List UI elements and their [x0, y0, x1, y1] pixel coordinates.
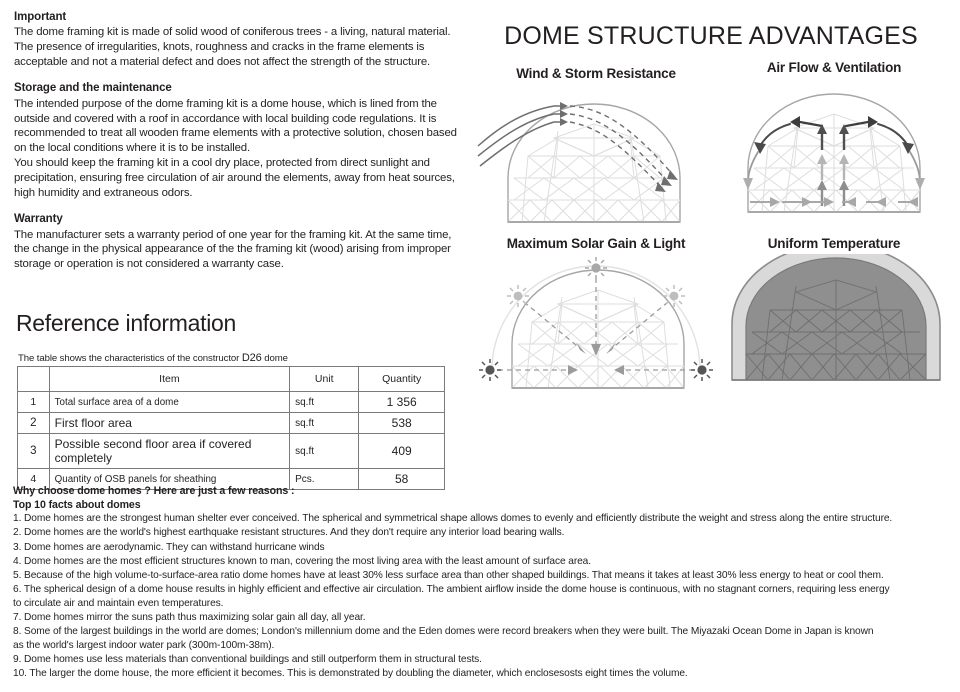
section-heading: Warranty	[14, 213, 63, 226]
facts-headline-primary: Why choose dome homes ? Here are just a few reasons :	[13, 485, 295, 497]
sun-icon-noon	[585, 257, 607, 279]
quadrant-title: Maximum Solar Gain & Light	[506, 236, 686, 251]
sun-icon-west	[691, 359, 713, 381]
table-row	[18, 392, 445, 413]
cell-unit: sq.ft	[290, 392, 359, 413]
table-header-unit: Unit	[290, 367, 359, 392]
fact-line: 3. Dome homes are aerodynamic. They can withstand hurricane winds	[13, 541, 325, 553]
table-header-item: Item	[49, 367, 289, 392]
sun-icon-afternoon	[663, 285, 685, 307]
fact-line: 8. Some of the largest buildings in the world are domes; London's millennium dome and the Eden domes were record breakers when they were built. The Miyazaki Ocean Dome in Japan is known	[13, 626, 874, 637]
cell-item: Total surface area of a dome	[49, 392, 289, 413]
fact-line: 1. Dome homes are the strongest human shelter ever conceived. The spherical and symmetrical shape allows domes to evenly and efficiently distribute the weight and stress along the entire structure.	[13, 513, 893, 525]
wind-arrowheads	[560, 102, 568, 126]
facts-block	[13, 484, 953, 681]
fact-line: 6. The spherical design of a dome house results in highly efficient and effective air circulation. The ambient airflow inside the dome house is continuous, with no stagnant corners, requiring less energy	[13, 583, 890, 595]
sun-icon-east	[479, 359, 501, 381]
fact-line: 5. Because of the high volume-to-surface-area ratio dome homes have at least 30% less surface area than other shaped buildings. That means it takes at least 30% less energy to heat or cool them.	[13, 569, 884, 581]
fact-line: 9. Dome homes use less materials than conventional buildings and still outperform them in structural tests.	[13, 654, 482, 666]
cell-unit: Pcs.	[290, 469, 359, 490]
table-row	[18, 434, 445, 469]
section-storage	[14, 81, 466, 201]
wind-storm-diagram	[476, 84, 716, 226]
cell-index: 4	[18, 469, 50, 490]
table-caption-suffix: dome	[264, 353, 288, 364]
table-caption	[18, 352, 288, 364]
cell-item: Possible second floor area if covered completely	[49, 434, 289, 469]
fact-line: 4. Dome homes are the most efficient structures known to man, covering the most living area with the least amount of surface area.	[13, 555, 591, 567]
uniform-temperature-diagram	[714, 254, 954, 396]
cell-index: 2	[18, 413, 50, 434]
fact-line: to circulate air and maintain even temperatures.	[13, 597, 224, 609]
fact-line: 7. Dome homes mirror the suns path thus maximizing solar gain all day, all year.	[13, 611, 366, 623]
reference-information-title: Reference information	[16, 310, 236, 336]
cell-index: 1	[18, 392, 50, 413]
quadrant-wind-storm-resistance	[476, 66, 716, 226]
table-caption-model: D26	[241, 352, 262, 364]
left-text-column	[14, 10, 466, 283]
quadrant-air-flow-ventilation	[714, 60, 954, 220]
advantages-title: DOME STRUCTURE ADVANTAGES	[504, 22, 918, 50]
solar-gain-diagram	[476, 254, 716, 396]
cell-quantity: 1 356	[359, 392, 445, 413]
section-heading: Important	[14, 11, 67, 23]
cell-item: Quantity of OSB panels for sheathing	[49, 469, 289, 490]
quadrant-title: Wind & Storm Resistance	[516, 66, 676, 81]
fact-line: as the world's largest indoor water park (300m-100m-38m).	[13, 640, 275, 652]
cell-index: 3	[18, 434, 50, 469]
table-row	[18, 413, 445, 434]
fact-line: 10. The larger the dome house, the more efficient it becomes. This is demonstrated by doubling the diameter, which enclosesosts eight times the volume.	[13, 668, 688, 680]
section-heading: Storage and the maintenance	[14, 82, 172, 95]
section-important	[14, 10, 466, 70]
section-paragraph: The manufacturer sets a warranty period of one year for the framing kit. At the same time, the change in the physical appearance of the the framing kit (wood) arising from improper storage or operation is not considered a warranty case.	[14, 228, 452, 271]
quadrant-title: Air Flow & Ventilation	[766, 60, 902, 75]
section-warranty	[14, 212, 466, 272]
table-header-index	[18, 367, 50, 392]
table-caption-prefix: The table shows the characteristics of the constructor	[18, 353, 240, 364]
cell-quantity: 409	[359, 434, 445, 469]
cell-quantity: 58	[359, 469, 445, 490]
cell-quantity: 538	[359, 413, 445, 434]
facts-headline-secondary: Top 10 facts about domes	[13, 499, 141, 512]
section-paragraph: The intended purpose of the dome framing kit is a dome house, which is lined from the outside and covered with a roof in accordance with local building code regulations. It is recommended to treat all wooden frame elements with a protective solution, chosen based on the local conditions where it is to be installed.	[14, 97, 457, 155]
cell-unit: sq.ft	[290, 434, 359, 469]
quadrant-title: Uniform Temperature	[767, 236, 901, 251]
table-header-quantity: Quantity	[359, 367, 445, 392]
fact-line: 2. Dome homes are the world's highest earthquake resistant structures. And they don't require any interior load bearing walls.	[13, 527, 565, 539]
cell-item: First floor area	[49, 413, 289, 434]
dome-advantages-panel	[468, 8, 954, 408]
reference-table	[17, 366, 445, 490]
section-paragraph: You should keep the framing kit in a cool dry place, protected from direct sunlight and precipitation, ensuring free circulation of air around the elements, away from heat sources, high humidity and extraneous odors.	[14, 157, 455, 200]
cell-unit: sq.ft	[290, 413, 359, 434]
air-flow-diagram	[714, 78, 954, 220]
sun-icon-morning	[507, 285, 529, 307]
table-header-row	[18, 367, 445, 392]
section-paragraph: The dome framing kit is made of solid wood of coniferous trees - a living, natural material. The presence of irregularities, knots, roughness and cracks in the frame elements is acceptable and not a material defect and does not affect the strength of the structure.	[14, 26, 451, 69]
quadrant-solar-gain	[476, 236, 716, 396]
quadrant-uniform-temperature	[714, 236, 954, 396]
